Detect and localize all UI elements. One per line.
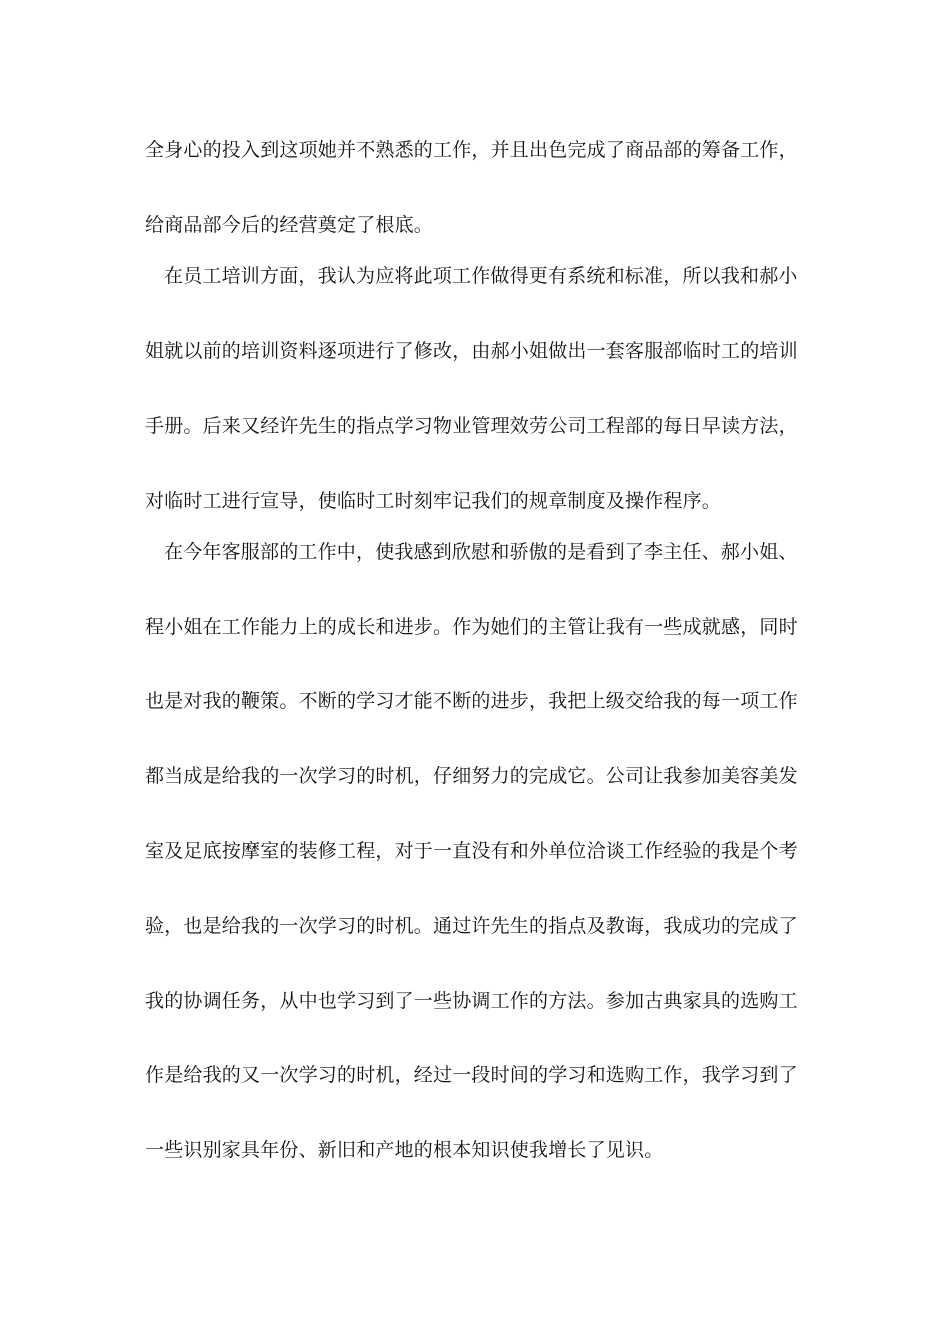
paragraph-3-line-3: 也是对我的鞭策。不断的学习才能不断的进步，我把上级交给我的每一项工作 xyxy=(145,690,798,713)
paragraph-2-line-3: 手册。后来又经许先生的指点学习物业管理效劳公司工程部的每日早读方法， xyxy=(145,414,798,437)
paragraph-3-line-8: 作是给我的又一次学习的时机，经过一段时间的学习和选购工作，我学习到了 xyxy=(145,1064,798,1087)
paragraph-1-line-2: 给商品部今后的经营奠定了根底。 xyxy=(145,213,434,236)
paragraph-3-line-7: 我的协调任务，从中也学习到了一些协调工作的方法。参加古典家具的选购工 xyxy=(145,989,798,1012)
paragraph-2-line-4: 对临时工进行宣导，使临时工时刻牢记我们的规章制度及操作程序。 xyxy=(145,489,722,512)
paragraph-2-line-1: 在员工培训方面，我认为应将此项工作做得更有系统和标准，所以我和郝小 xyxy=(164,265,798,288)
paragraph-3-line-6: 验，也是给我的一次学习的时机。通过许先生的指点及教诲，我成功的完成了 xyxy=(145,914,798,937)
paragraph-2-line-2: 姐就以前的培训资料逐项进行了修改，由郝小姐做出一套客服部临时工的培训 xyxy=(145,339,798,362)
paragraph-1-line-1: 全身心的投入到这项她并不熟悉的工作，并且出色完成了商品部的筹备工作， xyxy=(145,139,798,161)
paragraph-3-line-2: 程小姐在工作能力上的成长和进步。作为她们的主管让我有一些成就感，同时 xyxy=(145,615,798,638)
paragraph-3-line-1: 在今年客服部的工作中，使我感到欣慰和骄傲的是看到了李主任、郝小姐、 xyxy=(164,540,798,563)
document-body xyxy=(145,132,805,1170)
paragraph-3-line-4: 都当成是给我的一次学习的时机，仔细努力的完成它。公司让我参加美容美发 xyxy=(145,765,798,788)
paragraph-3-line-9: 一些识别家具年份、新旧和产地的根本知识使我增长了见识。 xyxy=(145,1139,664,1162)
paragraph-3-line-5: 室及足底按摩室的装修工程，对于一直没有和外单位洽谈工作经验的我是个考 xyxy=(145,840,798,863)
